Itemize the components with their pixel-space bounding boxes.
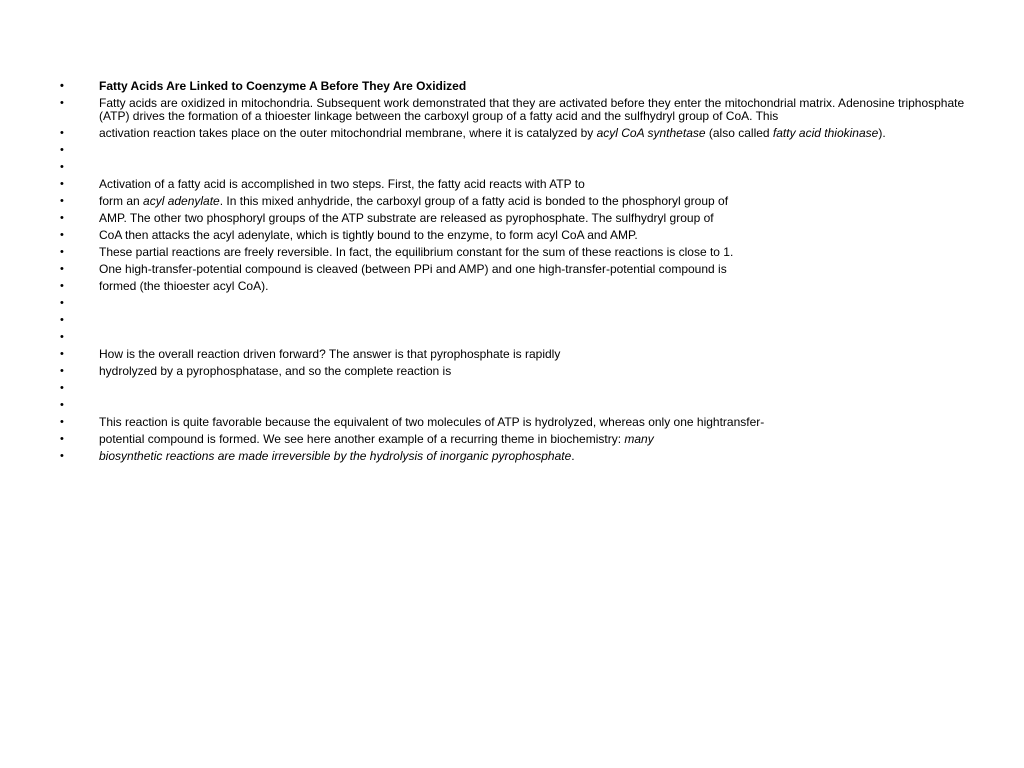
bullet-text: Fatty acids are oxidized in mitochondria. Subsequent work demonstrated that they are activated before they enter the mitochondrial matrix. Adenosine triphosphate (ATP) drives the formation of a thioester linkage between the carboxyl group of a fatty acid and the sulfhydryl group of CoA. This — [99, 96, 965, 123]
bullet-text: . In this mixed anhydride, the carboxyl group of a fatty acid is bonded to the phosphoryl group of — [219, 194, 729, 208]
bullet-text: One high-transfer-potential compound is cleaved (between PPi and AMP) and one high-transfer-potential compound is — [99, 262, 727, 276]
bullet-text: hydrolyzed by a pyrophosphatase, and so the complete reaction is — [99, 364, 452, 378]
bullet-item — [58, 161, 968, 174]
bullet-item — [58, 297, 968, 310]
italic-term: fatty acid thiokinase — [772, 126, 879, 140]
bullet-list — [58, 80, 968, 467]
bullet-text: CoA then attacks the acyl adenylate, which is tightly bound to the enzyme, to form acyl CoA and AMP. — [99, 228, 638, 242]
bullet-item — [58, 144, 968, 157]
bullet-item — [58, 450, 968, 463]
bullet-text: . — [571, 449, 575, 463]
bullet-text: form an — [99, 194, 144, 208]
bullet-text: Activation of a fatty acid is accomplished in two steps. First, the fatty acid reacts with ATP to — [99, 177, 585, 191]
italic-term: biosynthetic reactions are made irreversible by the hydrolysis of inorganic pyrophosphate — [99, 449, 572, 463]
bullet-item — [58, 416, 968, 429]
bullet-item — [58, 348, 968, 361]
bullet-text: formed (the thioester acyl CoA). — [99, 279, 269, 293]
bullet-item — [58, 212, 968, 225]
bullet-item — [58, 382, 968, 395]
bullet-text: Fatty Acids Are Linked to Coenzyme A Before They Are Oxidized — [99, 79, 467, 93]
bullet-item — [58, 97, 968, 123]
italic-term: acyl adenylate — [143, 194, 220, 208]
bullet-item — [58, 263, 968, 276]
bullet-text: These partial reactions are freely reversible. In fact, the equilibrium constant for the sum of these reactions is close to 1. — [99, 245, 734, 259]
bullet-text: How is the overall reaction driven forward? The answer is that pyrophosphate is rapidly — [99, 347, 561, 361]
bullet-item — [58, 178, 968, 191]
bullet-text: ). — [878, 126, 886, 140]
bullet-item — [58, 246, 968, 259]
bullet-item — [58, 280, 968, 293]
bullet-item — [58, 127, 968, 140]
bullet-item — [58, 229, 968, 242]
bullet-item — [58, 433, 968, 446]
bullet-text: AMP. The other two phosphoryl groups of the ATP substrate are released as pyrophosphate. The sulfhydryl group of — [99, 211, 714, 225]
bullet-text: This reaction is quite favorable because the equivalent of two molecules of ATP is hydrolyzed, whereas only one hightransfer- — [99, 415, 765, 429]
bullet-item — [58, 399, 968, 412]
bullet-item — [58, 195, 968, 208]
bullet-text: (also called — [705, 126, 773, 140]
bullet-item — [58, 331, 968, 344]
bullet-text: potential compound is formed. We see here another example of a recurring theme in biochemistry: — [99, 432, 625, 446]
italic-term: acyl CoA synthetase — [596, 126, 706, 140]
italic-term: many — [624, 432, 654, 446]
bullet-text: activation reaction takes place on the outer mitochondrial membrane, where it is catalyzed by — [99, 126, 597, 140]
bullet-item — [58, 314, 968, 327]
slide-heading — [58, 80, 968, 93]
bullet-item — [58, 365, 968, 378]
